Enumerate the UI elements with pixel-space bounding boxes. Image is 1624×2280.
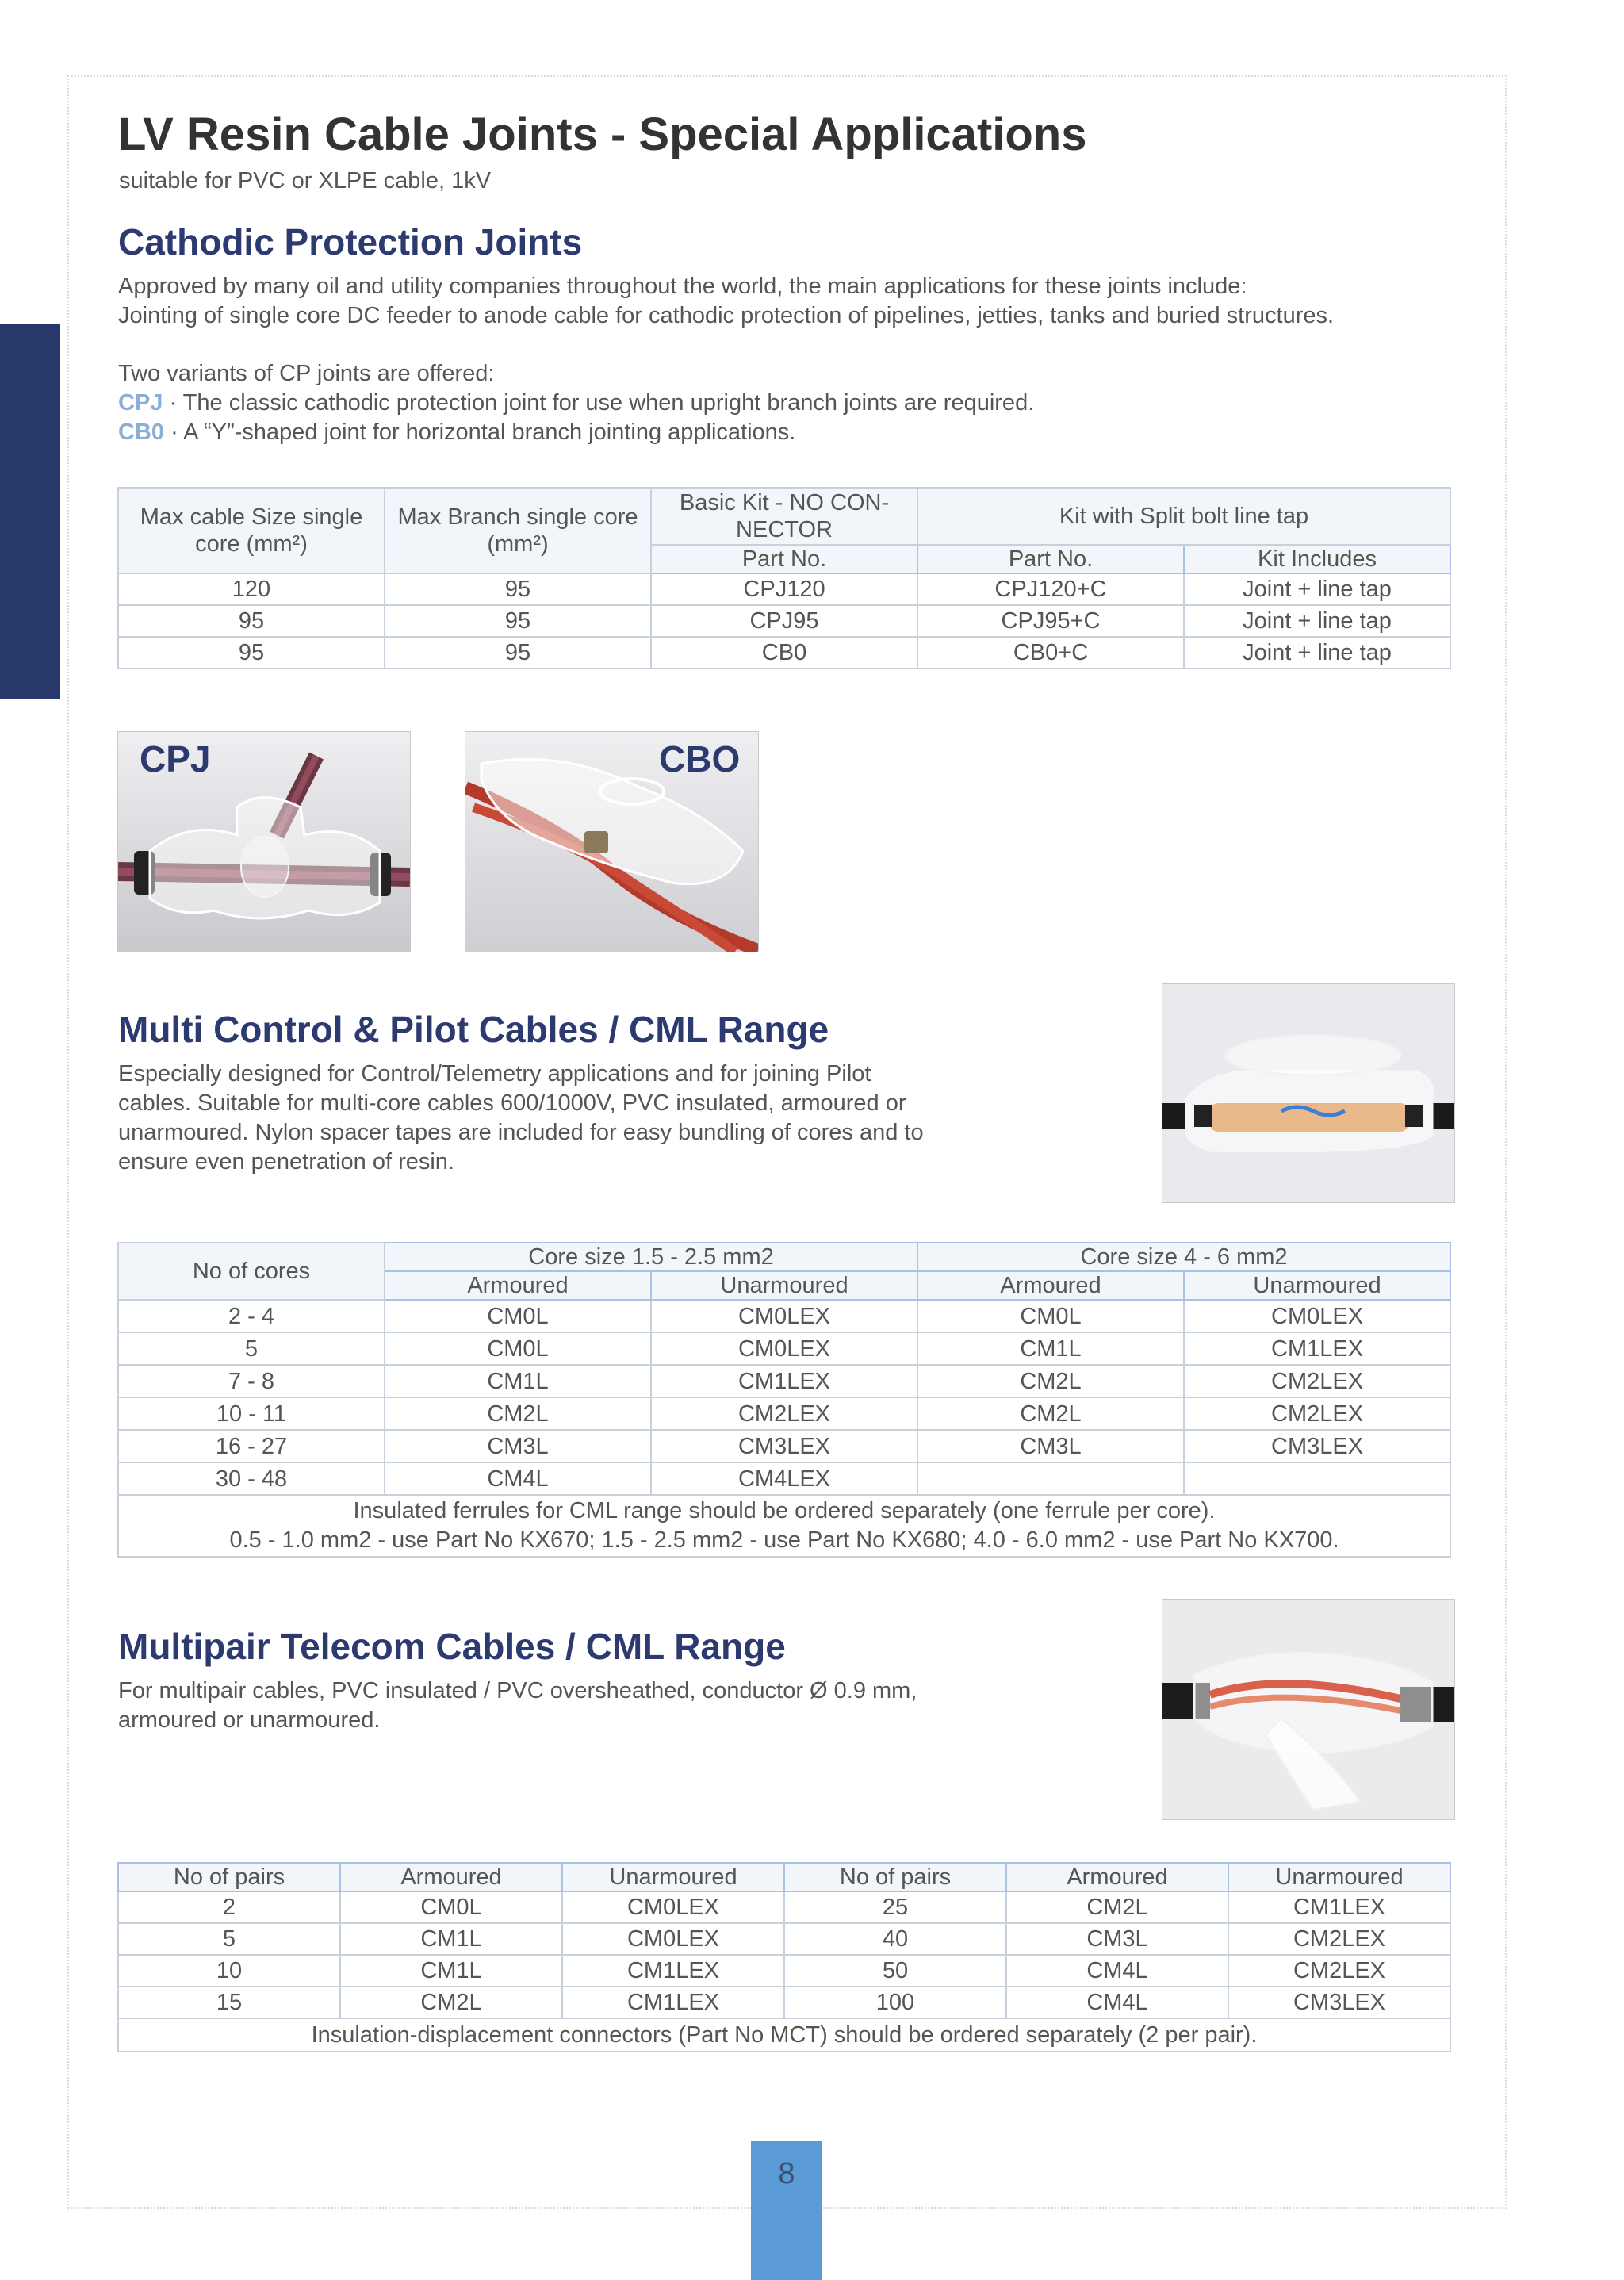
col-header-pairs: No of pairs (118, 1863, 340, 1891)
variant-cpj (118, 389, 1034, 418)
table-cell: CM3L (917, 1430, 1184, 1462)
table-cell: CPJ120 (651, 573, 917, 605)
cathodic-intro-line: Approved by many oil and utility companies throughout the world, the main applications for these joints include: (118, 274, 1247, 299)
table-cell: CPJ95+C (917, 605, 1184, 637)
table-note-line: Insulated ferrules for CML range should be ordered separately (one ferrule per core). (353, 1498, 1216, 1523)
table-note: Insulation-displacement connectors (Part No MCT) should be ordered separately (2 per pair). (118, 2018, 1450, 2052)
col-header-armoured: Armoured (340, 1863, 562, 1891)
table-cell: 100 (784, 1987, 1006, 2018)
table-cell: Joint + line tap (1184, 605, 1450, 637)
col-header-armoured: Armoured (385, 1271, 651, 1300)
table-cell: CM0L (340, 1891, 562, 1923)
table-cell: 120 (118, 573, 385, 605)
variant-text: · A “Y”-shaped joint for horizontal branch jointing applications. (164, 420, 796, 445)
table-cell: Joint + line tap (1184, 573, 1450, 605)
table-cell: 95 (385, 605, 651, 637)
cbo-photo-label: CBO (659, 738, 741, 780)
col-header-armoured: Armoured (1006, 1863, 1228, 1891)
page-subtitle: suitable for PVC or XLPE cable, 1kV (119, 168, 492, 194)
telecom-photo (1162, 1599, 1455, 1820)
table-row (118, 1332, 1450, 1365)
telecom-line: For multipair cables, PVC insulated / PVC oversheathed, conductor Ø 0.9 mm, (118, 1678, 917, 1703)
table-row (118, 573, 1450, 605)
table-cell: CM0LEX (1184, 1300, 1450, 1332)
col-header-unarmoured: Unarmoured (1228, 1863, 1450, 1891)
table-row (118, 605, 1450, 637)
cathodic-intro-line: Jointing of single core DC feeder to anode cable for cathodic protection of pipelines, jetties, tanks and buried structures. (118, 303, 1335, 328)
table-cell: 5 (118, 1332, 385, 1365)
variant-code: CB0 (118, 420, 165, 445)
table-cell: CM2LEX (651, 1397, 917, 1430)
table-row (118, 1891, 1450, 1923)
col-header-cores: No of cores (118, 1243, 385, 1300)
table-cell: 5 (118, 1923, 340, 1955)
table-cell: CM2LEX (1184, 1397, 1450, 1430)
variant-cb0 (118, 418, 1034, 447)
table-cell: CM2LEX (1228, 1955, 1450, 1987)
table-cell: CM2LEX (1184, 1365, 1450, 1397)
table-cell: CM0LEX (562, 1923, 784, 1955)
table-cell (917, 1462, 1184, 1495)
table-cell: CM1LEX (651, 1365, 917, 1397)
table-cell: CM4L (385, 1462, 651, 1495)
table-cell: 95 (385, 637, 651, 669)
col-header-max-cable: Max cable Size single core (mm²) (118, 488, 385, 573)
variant-text: · The classic cathodic protection joint for use when upright branch joints are required. (163, 390, 1035, 416)
multi-control-line: cables. Suitable for multi-core cables 600/1000V, PVC insulated, armoured or (118, 1090, 906, 1116)
table-cell: Joint + line tap (1184, 637, 1450, 669)
table-cell: CPJ120+C (917, 573, 1184, 605)
variants-intro: Two variants of CP joints are offered: (118, 361, 495, 386)
table-cell: 95 (118, 605, 385, 637)
page-number: 8 (778, 2157, 795, 2190)
table-cell: 25 (784, 1891, 1006, 1923)
table-cell: CM4L (1006, 1955, 1228, 1987)
table-cell: 40 (784, 1923, 1006, 1955)
table-cell: CM0LEX (651, 1332, 917, 1365)
table-cell: CM0L (917, 1300, 1184, 1332)
table-row (118, 1430, 1450, 1462)
table-cell: CM0LEX (562, 1891, 784, 1923)
col-header-kit-includes: Kit Includes (1184, 545, 1450, 573)
table-note-row (118, 1495, 1450, 1557)
side-tab (0, 324, 60, 699)
col-header-unarmoured: Unarmoured (562, 1863, 784, 1891)
table-cell: CM0L (385, 1300, 651, 1332)
table-cell: CM0LEX (651, 1300, 917, 1332)
table-cell: CB0+C (917, 637, 1184, 669)
table-cell: 10 (118, 1955, 340, 1987)
table-cell: 10 - 11 (118, 1397, 385, 1430)
table-cell: 15 (118, 1987, 340, 2018)
table-cell: 2 (118, 1891, 340, 1923)
col-header-part-no: Part No. (917, 545, 1184, 573)
table-cell: CPJ95 (651, 605, 917, 637)
telecom-joint-illustration (1162, 1600, 1454, 1819)
table-cell: CM3LEX (1184, 1430, 1450, 1462)
table-cell: CM1LEX (562, 1987, 784, 2018)
table-row (118, 1397, 1450, 1430)
table-cell: 7 - 8 (118, 1365, 385, 1397)
table-cell: CM3L (385, 1430, 651, 1462)
table-cell: CM1L (385, 1365, 651, 1397)
table-cell: CM2L (917, 1365, 1184, 1397)
table-row (118, 1923, 1450, 1955)
table-cell: CM1L (917, 1332, 1184, 1365)
table-cell: CM4L (1006, 1987, 1228, 2018)
cml-joint-illustration (1162, 984, 1454, 1202)
cml-control-table (117, 1242, 1451, 1558)
multi-control-heading: Multi Control & Pilot Cables / CML Range (118, 1009, 829, 1050)
col-header-armoured: Armoured (917, 1271, 1184, 1300)
table-cell: CM3LEX (1228, 1987, 1450, 2018)
table-cell: CM1LEX (562, 1955, 784, 1987)
variants-block (118, 359, 1034, 447)
table-row (118, 1462, 1450, 1495)
table-row (118, 1365, 1450, 1397)
table-cell: 30 - 48 (118, 1462, 385, 1495)
table-cell: CM3LEX (651, 1430, 917, 1462)
table-cell: 50 (784, 1955, 1006, 1987)
table-row (118, 1300, 1450, 1332)
table-cell: CB0 (651, 637, 917, 669)
col-header-core-size-1: Core size 1.5 - 2.5 mm2 (385, 1243, 917, 1271)
col-header-unarmoured: Unarmoured (1184, 1271, 1450, 1300)
col-header-basic-kit: Basic Kit - NO CON-NECTOR (651, 488, 917, 545)
col-header-core-size-2: Core size 4 - 6 mm2 (917, 1243, 1450, 1271)
table-row (118, 1955, 1450, 1987)
table-cell: CM2L (917, 1397, 1184, 1430)
col-header-part-no: Part No. (651, 545, 917, 573)
table-cell (1184, 1462, 1450, 1495)
table-cell: CM1LEX (1228, 1891, 1450, 1923)
table-cell: CM1LEX (1184, 1332, 1450, 1365)
col-header-max-branch: Max Branch single core (mm²) (385, 488, 651, 573)
table-cell: CM0L (385, 1332, 651, 1365)
table-note-row (118, 2018, 1450, 2052)
table-cell: 95 (385, 573, 651, 605)
table-cell: 2 - 4 (118, 1300, 385, 1332)
variant-code: CPJ (118, 390, 163, 416)
cathodic-heading: Cathodic Protection Joints (118, 221, 583, 262)
table-cell: CM2L (385, 1397, 651, 1430)
telecom-text (118, 1676, 917, 1735)
cathodic-table (117, 487, 1451, 669)
cml-control-photo (1162, 983, 1455, 1203)
table-note (118, 1495, 1450, 1557)
table-cell: CM1L (340, 1955, 562, 1987)
multi-control-line: unarmoured. Nylon spacer tapes are included for easy bundling of cores and to (118, 1120, 924, 1145)
table-cell: CM2L (1006, 1891, 1228, 1923)
table-cell: CM2LEX (1228, 1923, 1450, 1955)
table-cell: CM4LEX (651, 1462, 917, 1495)
multi-control-line: ensure even penetration of resin. (118, 1149, 454, 1174)
multi-control-line: Especially designed for Control/Telemetry applications and for joining Pilot (118, 1061, 871, 1086)
table-row (118, 1987, 1450, 2018)
table-cell: 16 - 27 (118, 1430, 385, 1462)
multi-control-text (118, 1060, 924, 1177)
table-cell: 95 (118, 637, 385, 669)
col-header-split-bolt: Kit with Split bolt line tap (917, 488, 1450, 545)
telecom-heading: Multipair Telecom Cables / CML Range (118, 1626, 786, 1667)
table-row (118, 637, 1450, 669)
telecom-line: armoured or unarmoured. (118, 1707, 381, 1733)
col-header-pairs: No of pairs (784, 1863, 1006, 1891)
col-header-unarmoured: Unarmoured (651, 1271, 917, 1300)
table-cell: CM1L (340, 1923, 562, 1955)
table-cell: CM3L (1006, 1923, 1228, 1955)
table-cell: CM2L (340, 1987, 562, 2018)
cathodic-intro (118, 272, 1334, 331)
cpj-photo-label: CPJ (140, 738, 211, 780)
table-note-line: 0.5 - 1.0 mm2 - use Part No KX670; 1.5 - 2.5 mm2 - use Part No KX680; 4.0 - 6.0 mm2 - use Part No KX700. (229, 1527, 1339, 1553)
telecom-table (117, 1862, 1451, 2052)
page-title: LV Resin Cable Joints - Special Applications (118, 109, 1087, 160)
